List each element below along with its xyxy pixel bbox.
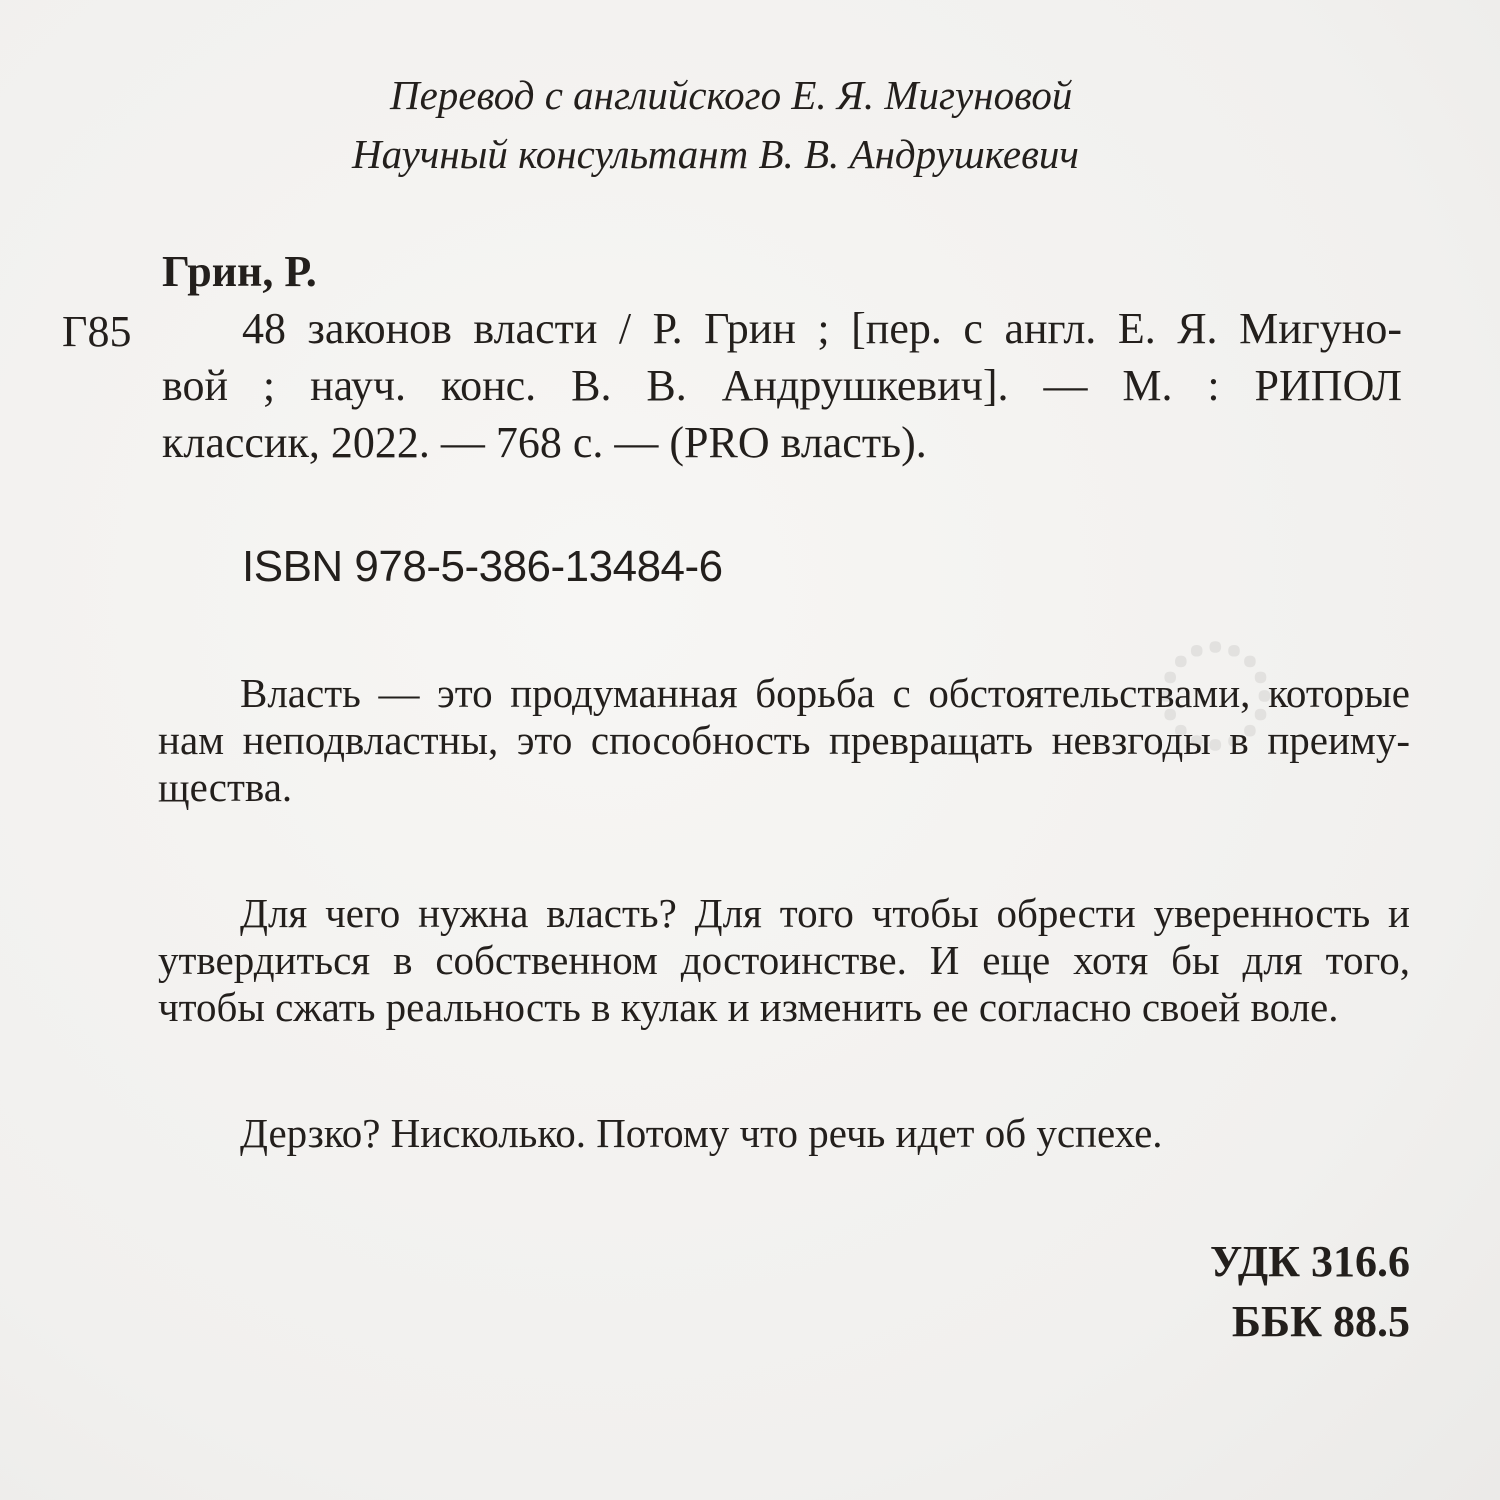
- paragraph-line: нам неподвластны, это способность превращать невзгоды в преиму-: [158, 717, 1410, 763]
- biblio-line: 48 законов власти / Р. Грин ; [пер. с англ. Е. Я. Мигуно-: [242, 304, 1402, 353]
- consultant-credit: Научный консультант В. В. Андрушкевич: [352, 131, 1079, 177]
- paragraph-line: чтобы сжать реальность в кулак и изменить ее согласно своей воле.: [158, 984, 1339, 1030]
- author-code: Г85: [62, 307, 132, 356]
- paragraph-line: Дерзко? Нисколько. Потому что речь идет об успехе.: [240, 1110, 1163, 1156]
- annotation-paragraph-3: [158, 1110, 1410, 1157]
- paragraph-line: Для чего нужна власть? Для того чтобы обрести уверенность и: [240, 890, 1410, 936]
- paragraph-line: утвердиться в собственном достоинстве. И еще хотя бы для того,: [158, 937, 1410, 983]
- biblio-line: классик, 2022. — 768 с. — (PRO власть).: [162, 418, 927, 467]
- paragraph-line: Власть — это продуманная борьба с обстоятельствами, которые: [240, 670, 1410, 716]
- bleed-through-mark: ◌: [1150, 564, 1281, 808]
- paragraph-line: щества.: [158, 764, 293, 810]
- annotation-paragraph-2: [158, 890, 1410, 1031]
- udk-index: УДК 316.6: [1209, 1237, 1410, 1286]
- bbk-index: ББК 88.5: [1231, 1297, 1410, 1346]
- biblio-line: вой ; науч. конс. В. В. Андрушкевич]. — М. : РИПОЛ: [162, 361, 1402, 410]
- isbn: ISBN 978-5-386-13484-6: [242, 542, 723, 591]
- author-heading: Грин, Р.: [162, 247, 317, 296]
- translator-credit: Перевод с английского Е. Я. Мигуновой: [390, 72, 1073, 118]
- bibliographic-description: [162, 300, 1402, 471]
- annotation-paragraph-1: [158, 670, 1410, 811]
